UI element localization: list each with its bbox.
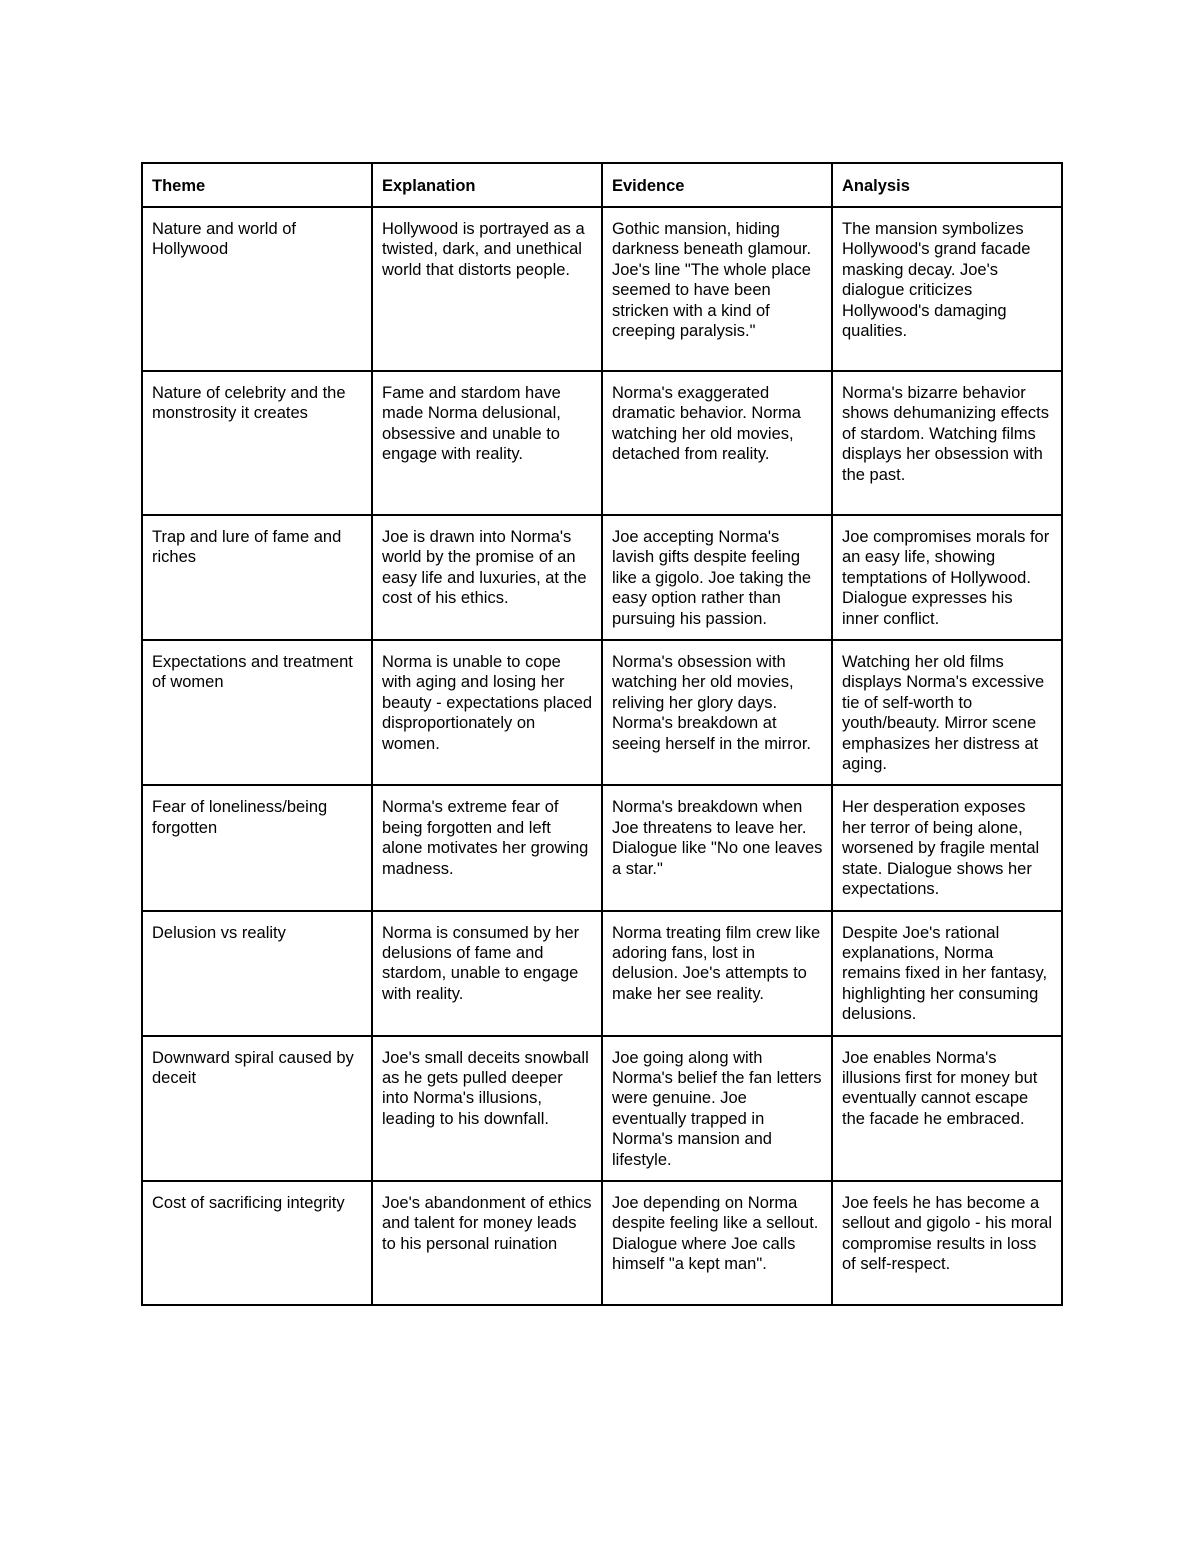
cell-evidence: Joe depending on Norma despite feeling like a sellout. Dialogue where Joe calls himself "a kept man". xyxy=(602,1181,832,1305)
cell-explanation: Norma is unable to cope with aging and losing her beauty - expectations placed disproportionately on women. xyxy=(372,640,602,785)
header-analysis: Analysis xyxy=(832,163,1062,207)
cell-theme: Expectations and treatment of women xyxy=(142,640,372,785)
themes-table xyxy=(141,162,1063,1306)
table-header-row xyxy=(142,163,1062,207)
header-explanation: Explanation xyxy=(372,163,602,207)
cell-explanation: Joe's abandonment of ethics and talent for money leads to his personal ruination xyxy=(372,1181,602,1305)
cell-theme: Cost of sacrificing integrity xyxy=(142,1181,372,1305)
cell-explanation: Hollywood is portrayed as a twisted, dark, and unethical world that distorts people. xyxy=(372,207,602,371)
table-row xyxy=(142,640,1062,785)
table-row xyxy=(142,1036,1062,1181)
cell-analysis: Norma's bizarre behavior shows dehumanizing effects of stardom. Watching films displays her obsession with the past. xyxy=(832,371,1062,515)
table-row xyxy=(142,515,1062,640)
table-row xyxy=(142,911,1062,1036)
cell-evidence: Joe going along with Norma's belief the fan letters were genuine. Joe eventually trapped in Norma's mansion and lifestyle. xyxy=(602,1036,832,1181)
cell-analysis: The mansion symbolizes Hollywood's grand facade masking decay. Joe's dialogue criticizes Hollywood's damaging qualities. xyxy=(832,207,1062,371)
cell-evidence: Norma's obsession with watching her old movies, reliving her glory days. Norma's breakdown at seeing herself in the mirror. xyxy=(602,640,832,785)
table-row xyxy=(142,371,1062,515)
cell-explanation: Fame and stardom have made Norma delusional, obsessive and unable to engage with reality. xyxy=(372,371,602,515)
cell-analysis: Joe compromises morals for an easy life, showing temptations of Hollywood. Dialogue expresses his inner conflict. xyxy=(832,515,1062,640)
cell-theme: Trap and lure of fame and riches xyxy=(142,515,372,640)
cell-evidence: Norma treating film crew like adoring fans, lost in delusion. Joe's attempts to make her see reality. xyxy=(602,911,832,1036)
table-row xyxy=(142,785,1062,910)
cell-evidence: Gothic mansion, hiding darkness beneath glamour. Joe's line "The whole place seemed to have been stricken with a kind of creeping paralysis." xyxy=(602,207,832,371)
cell-theme: Delusion vs reality xyxy=(142,911,372,1036)
cell-analysis: Despite Joe's rational explanations, Norma remains fixed in her fantasy, highlighting her consuming delusions. xyxy=(832,911,1062,1036)
cell-theme: Nature of celebrity and the monstrosity it creates xyxy=(142,371,372,515)
cell-evidence: Norma's breakdown when Joe threatens to leave her. Dialogue like "No one leaves a star." xyxy=(602,785,832,910)
cell-explanation: Norma is consumed by her delusions of fame and stardom, unable to engage with reality. xyxy=(372,911,602,1036)
cell-theme: Fear of loneliness/being forgotten xyxy=(142,785,372,910)
cell-explanation: Joe's small deceits snowball as he gets pulled deeper into Norma's illusions, leading to his downfall. xyxy=(372,1036,602,1181)
header-theme: Theme xyxy=(142,163,372,207)
cell-theme: Downward spiral caused by deceit xyxy=(142,1036,372,1181)
cell-evidence: Norma's exaggerated dramatic behavior. Norma watching her old movies, detached from reality. xyxy=(602,371,832,515)
cell-theme: Nature and world of Hollywood xyxy=(142,207,372,371)
cell-explanation: Norma's extreme fear of being forgotten and left alone motivates her growing madness. xyxy=(372,785,602,910)
header-evidence: Evidence xyxy=(602,163,832,207)
cell-analysis: Watching her old films displays Norma's excessive tie of self-worth to youth/beauty. Mirror scene emphasizes her distress at aging. xyxy=(832,640,1062,785)
table-row xyxy=(142,207,1062,371)
cell-analysis: Joe feels he has become a sellout and gigolo - his moral compromise results in loss of self-respect. xyxy=(832,1181,1062,1305)
cell-evidence: Joe accepting Norma's lavish gifts despite feeling like a gigolo. Joe taking the easy option rather than pursuing his passion. xyxy=(602,515,832,640)
table-row xyxy=(142,1181,1062,1305)
cell-analysis: Joe enables Norma's illusions first for money but eventually cannot escape the facade he embraced. xyxy=(832,1036,1062,1181)
cell-analysis: Her desperation exposes her terror of being alone, worsened by fragile mental state. Dialogue shows her expectations. xyxy=(832,785,1062,910)
cell-explanation: Joe is drawn into Norma's world by the promise of an easy life and luxuries, at the cost of his ethics. xyxy=(372,515,602,640)
